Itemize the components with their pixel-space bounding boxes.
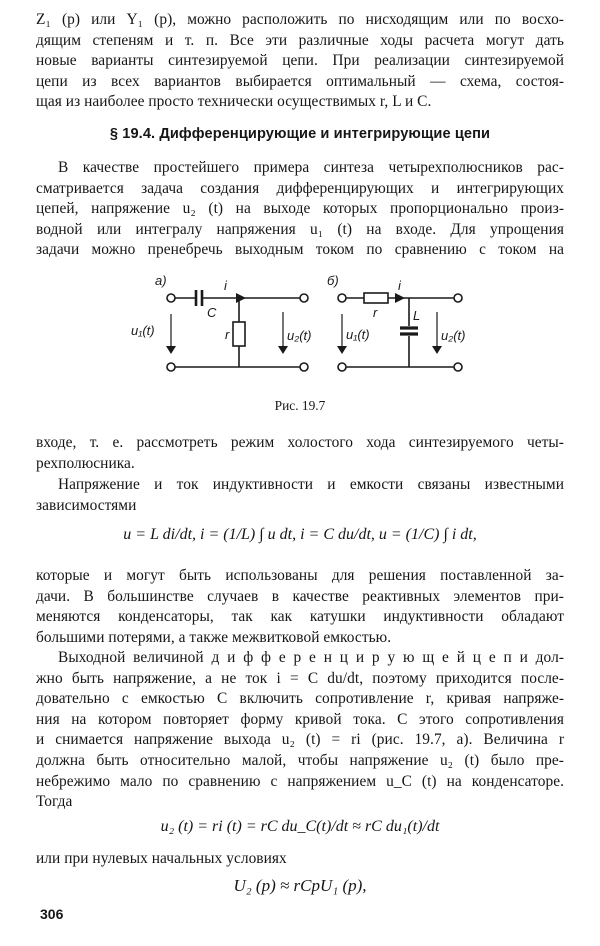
figure-circuits: [0, 268, 600, 392]
paragraph-top: [36, 10, 564, 113]
paragraph-intro: [36, 158, 564, 261]
text-line: которые и могут быть использованы для решения поставленной за-: [36, 567, 564, 584]
voltage-arrow: [166, 346, 176, 354]
voltage-arrow: [337, 346, 347, 354]
formula-then: u₂ (t) = ri (t) = rC du_C(t)/dt ≈ rC du₁(t)/dt: [160, 818, 440, 835]
text-line: В качестве простейшего примера синтеза четырехполюсников рас-: [58, 159, 564, 176]
label-input-voltage-a: u₁(t): [131, 323, 155, 338]
text-line: задачи можно пренебречь выходным током по сравнению с током на: [36, 241, 564, 259]
text-line: ния на котором повторяет форму кривой тока. С этого сопротивления: [36, 710, 564, 728]
text-line: дачи. В большинстве случаев в качестве реактивных элементов при-: [36, 587, 564, 605]
text-line: дящим степеням и т. п. Все эти различные ходы расчета могут дать: [36, 31, 564, 49]
text-line: должна быть относительно малой, чтобы напряжение u₂ (t) было пре-: [36, 751, 564, 769]
label-capacitor: C: [207, 305, 217, 320]
voltage-arrow: [278, 346, 288, 354]
paragraph-relations: [36, 475, 564, 516]
text-line: меняются конденсаторы, так как катушки индуктивности обладают: [36, 608, 564, 626]
label-output-voltage-b: u₂(t): [441, 328, 466, 343]
label-current-a: i: [224, 278, 227, 293]
label-inductor: L: [413, 308, 421, 323]
figure-label-a: а): [155, 273, 167, 288]
paragraph-after-figure: [36, 433, 564, 474]
text-line: щая из наиболее просто технически осуществимых r, L и C.: [36, 93, 432, 111]
text-line: или при нулевых начальных условиях: [36, 850, 287, 867]
text-line: рехполюсника.: [36, 454, 135, 472]
current-arrow-b: [395, 293, 405, 303]
resistor-r: [233, 322, 245, 346]
figure-label-b: б): [327, 273, 339, 288]
text-line: большими потерями, а также межвитковой емкостью.: [36, 628, 392, 646]
text-line: цепей, напряжение u₂ (t) на выходе которых пропорционально произ-: [36, 200, 564, 218]
text-line: жно быть напряжение, а не ток i = C du/dt, поэтому приходится после-: [36, 669, 564, 687]
text-line: небрежимо мало по сравнению с напряжением u_C (t) на конденсаторе.: [36, 772, 564, 790]
label-output-voltage-a: u₂(t): [287, 328, 312, 343]
label-resistor-b: r: [373, 305, 378, 320]
text-line: водной или интегралу напряжения u₁ (t) на входе. Для упрощения: [36, 220, 564, 238]
text-line: и снимается напряжение выхода u₂ (t) = ri (рис. 19.7, а). Величина r: [36, 731, 564, 749]
text-line: входе, т. е. рассмотреть режим холостого хода синтезируемого четы-: [36, 434, 564, 451]
page-number: 306: [40, 906, 64, 922]
text-line: зависимостями: [36, 496, 137, 514]
text-line: Выходной величиной д и ф ф е р е н ц и р у ю щ е й ц е п и дол-: [58, 649, 564, 666]
voltage-arrow: [432, 346, 442, 354]
figure-caption: Рис. 19.7: [274, 398, 326, 413]
paragraph-capacitors: [36, 566, 564, 648]
text-line: цепи из всех вариантов выбирается оптимальный — схема, состоя-: [36, 72, 564, 90]
resistor-r-series: [364, 293, 388, 303]
text-line: Тогда: [36, 793, 73, 811]
text-line: сматривается задача создания дифференцирующих и интегрирующих: [36, 179, 564, 197]
current-arrow-a: [236, 293, 246, 303]
label-resistor-a: r: [225, 327, 230, 342]
label-input-voltage-b: u₁(t): [346, 327, 370, 342]
text-line: Z₁ (p) или Y₁ (p), можно расположить по нисходящим или по восхо-: [36, 11, 564, 28]
text-line: Напряжение и ток индуктивности и емкости связаны известными: [58, 476, 564, 493]
paragraph-output: [36, 648, 564, 813]
text-line: новые варианты синтезируемой цепи. При реализации синтезируемой: [36, 52, 564, 70]
section-heading: § 19.4. Дифференцирующие и интегрирующие цепи: [109, 126, 491, 142]
text-line: довательно с емкостью C включить сопротивление r, кривая напряже-: [36, 690, 564, 708]
formula-final: U₂ (p) ≈ rCpU₁ (p),: [233, 876, 367, 895]
paragraph-zero-conditions: [36, 849, 564, 870]
label-current-b: i: [398, 278, 401, 293]
formula-relations: u = L di/dt, i = (1/L) ∫ u dt, i = C du/dt, u = (1/C) ∫ i dt,: [123, 526, 477, 543]
